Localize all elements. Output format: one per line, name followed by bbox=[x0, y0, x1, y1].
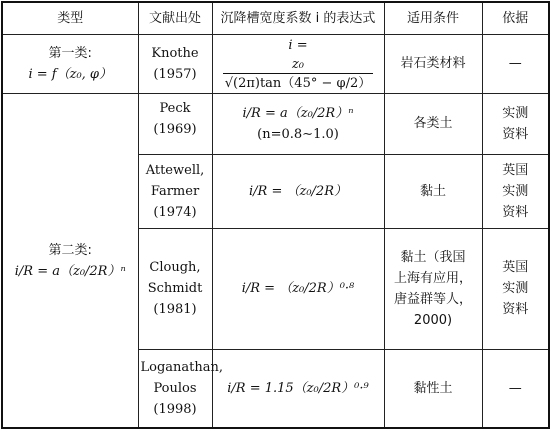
source-line: Poulos bbox=[153, 380, 197, 396]
source-line: Loganathan, bbox=[140, 359, 224, 375]
formula-fraction bbox=[223, 56, 374, 93]
formula-prefix: i = bbox=[288, 37, 308, 53]
source-line: (1974) bbox=[153, 204, 197, 220]
basis-cell bbox=[482, 34, 549, 93]
source-line: Attewell, bbox=[145, 162, 205, 178]
conditions-line: 唐益群等人， bbox=[393, 291, 472, 307]
formula-line: (n=0.8∼1.0) bbox=[257, 126, 339, 142]
conditions-cell bbox=[384, 94, 482, 154]
source-line: (1998) bbox=[153, 401, 197, 417]
conditions-line: 黏土 bbox=[419, 183, 446, 199]
basis-cell bbox=[482, 349, 549, 428]
formula-cell bbox=[212, 349, 384, 428]
group2-type-cell bbox=[2, 94, 138, 428]
conditions-cell bbox=[384, 349, 482, 428]
formula-cell bbox=[212, 94, 384, 154]
formula-cell bbox=[212, 154, 384, 229]
table-row bbox=[2, 34, 549, 93]
source-cell bbox=[138, 154, 212, 229]
formula-cell bbox=[212, 229, 384, 350]
formula-line: i/R = a（z₀/2R）ⁿ bbox=[242, 105, 354, 121]
formula-numerator: z₀ bbox=[223, 56, 374, 74]
conditions-line: 黏性土 bbox=[413, 380, 453, 396]
conditions-line: 上海有应用， bbox=[393, 270, 472, 286]
conditions-cell bbox=[384, 229, 482, 350]
basis-line: 资料 bbox=[502, 204, 529, 220]
formula-line: i/R = （z₀/2R） bbox=[249, 183, 347, 199]
basis-cell bbox=[482, 94, 549, 154]
header-source: 文献出处 bbox=[138, 2, 212, 34]
header-conditions: 适用条件 bbox=[384, 2, 482, 34]
basis-line: 实测 bbox=[502, 105, 529, 121]
conditions-cell bbox=[384, 154, 482, 229]
group2-formula: i/R = a（z₀/2R）ⁿ bbox=[14, 263, 126, 279]
conditions-line: 各类土 bbox=[413, 116, 453, 132]
group1-type-cell bbox=[2, 34, 138, 93]
table-row bbox=[2, 94, 549, 154]
source-cell bbox=[138, 349, 224, 428]
source-cell bbox=[138, 94, 212, 154]
group1-label: 第一类: bbox=[48, 45, 92, 61]
formula-cell bbox=[212, 34, 384, 93]
basis-line: 资料 bbox=[502, 126, 529, 142]
source-cell bbox=[138, 229, 212, 350]
basis-cell bbox=[482, 154, 549, 229]
group1-formula: i = f（z₀, φ） bbox=[28, 66, 113, 82]
formula-line: i/R = 1.15（z₀/2R）⁰·⁹ bbox=[227, 380, 369, 396]
conditions-line: 岩石类材料 bbox=[400, 56, 466, 72]
source-line: (1981) bbox=[153, 302, 197, 318]
header-row bbox=[2, 2, 549, 34]
source-line: Clough, bbox=[149, 260, 201, 276]
source-line: Knothe bbox=[151, 45, 199, 61]
basis-line: 实测 bbox=[502, 281, 529, 297]
header-type: 类型 bbox=[2, 2, 138, 34]
conditions-line: 2000) bbox=[413, 312, 453, 328]
basis-cell bbox=[482, 229, 549, 350]
source-line: Schmidt bbox=[147, 281, 203, 297]
header-basis: 依据 bbox=[482, 2, 549, 34]
source-line: Peck (1969) bbox=[153, 101, 197, 138]
settlement-trough-width-table bbox=[1, 1, 550, 429]
formula-denominator: √(2π)tan（45° − φ/2） bbox=[224, 75, 372, 91]
basis-line: 资料 bbox=[502, 302, 529, 318]
group2-label: 第二类: bbox=[48, 242, 92, 258]
basis-line: 实测 bbox=[502, 183, 529, 199]
conditions-cell bbox=[384, 34, 482, 93]
basis-line: 英国 bbox=[502, 260, 529, 276]
basis-line: — bbox=[508, 56, 522, 72]
formula-line: i/R = （z₀/2R）⁰·⁸ bbox=[241, 281, 355, 297]
source-line: Farmer bbox=[150, 183, 200, 199]
basis-line: 英国 bbox=[502, 162, 529, 178]
basis-line: — bbox=[508, 380, 522, 396]
source-line: (1957) bbox=[153, 66, 197, 82]
header-formula: 沉降槽宽度系数 i 的表达式 bbox=[212, 2, 384, 34]
conditions-line: 黏土（我国 bbox=[400, 249, 466, 265]
source-cell bbox=[138, 34, 212, 93]
